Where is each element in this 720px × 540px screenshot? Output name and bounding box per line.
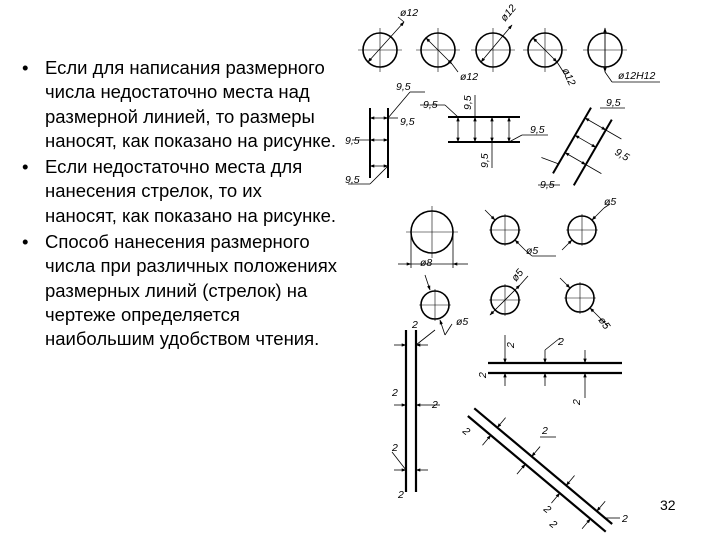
label-2-14: 2 (622, 513, 628, 525)
label-d5-3: ø5 (456, 316, 469, 328)
label-95-4: 9,5 (345, 174, 360, 186)
bullet-mark: • (22, 156, 29, 178)
circles-small (398, 204, 610, 335)
circle-d5-b (562, 204, 610, 250)
circle-d5-d (489, 276, 528, 316)
circle-d5-c (419, 275, 452, 335)
slide-text (18, 56, 338, 354)
label-2-7: 2 (477, 372, 489, 378)
label-2-6: 2 (505, 342, 517, 348)
label-95-1: 9,5 (396, 81, 411, 93)
bullet-item (18, 56, 338, 153)
label-2-4: 2 (432, 399, 438, 411)
dim-2-vertical (392, 330, 440, 492)
bullet-text: Способ нанесения размерного числа при различных положениях размерных линий (стрелок) на чертеже определяется наибольшим удобством чтения. (45, 231, 338, 350)
label-95-8: 9,5 (530, 124, 545, 136)
label-d12-h12: ø12H12 (618, 70, 656, 82)
circle-d12-2 (416, 28, 460, 72)
label-2-8: 2 (558, 336, 564, 348)
label-d12-4: ø12 (559, 66, 578, 88)
label-2-13: 2 (547, 518, 560, 532)
label-95-3: 9,5 (345, 135, 360, 147)
label-95-9: 9,5 (606, 97, 621, 109)
dim-2-inclined (459, 398, 620, 540)
label-2-10: 2 (460, 425, 473, 439)
bullet-mark: • (22, 57, 29, 78)
dims-95-row (348, 92, 627, 194)
bullet-text: Если для написания размерного числа недостаточно места над размерной линией, то размеры наносят, как показано на рисунке. (45, 57, 337, 151)
dims-2 (392, 330, 622, 540)
page-number: 32 (660, 497, 676, 513)
label-d8: ø8 (420, 257, 433, 269)
label-2-2: 2 (392, 387, 398, 399)
label-2-12: 2 (541, 503, 554, 517)
label-d5-5: ø5 (595, 314, 613, 332)
label-d5-1: ø5 (526, 245, 539, 257)
bullet-item (18, 155, 338, 228)
label-d12-1: ø12 (400, 7, 419, 19)
circle-d5-a (485, 210, 556, 256)
label-95-5: 9,5 (423, 99, 438, 111)
circle-d12-3 (471, 25, 515, 72)
label-95-7: 9,5 (479, 153, 491, 168)
label-2-5: 2 (398, 489, 404, 501)
label-d5-2: ø5 (604, 196, 617, 208)
circles-d12-row (358, 17, 660, 82)
label-95-11: 9,5 (540, 179, 555, 191)
dimensioning-figure (335, 0, 720, 540)
dimensioning-drawing (335, 0, 720, 540)
label-2-1: 2 (412, 319, 418, 331)
bullet-item (18, 230, 338, 351)
label-95-2: 9,5 (400, 116, 415, 128)
bullet-list (18, 56, 338, 352)
label-95-10: 9,5 (612, 146, 632, 164)
bullet-text: Если недостаточно места для нанесения стрелок, то их наносят, как показано на рисунке. (45, 156, 337, 226)
label-2-3: 2 (392, 442, 398, 454)
circle-d12-1 (358, 17, 404, 72)
label-d12-3: ø12 (498, 2, 519, 24)
bullet-mark: • (22, 231, 29, 253)
label-2-11: 2 (542, 425, 548, 437)
label-d12-2: ø12 (460, 71, 479, 83)
label-2-9: 2 (571, 399, 583, 405)
circle-d12-4 (523, 28, 567, 76)
label-95-6: 9,5 (462, 95, 474, 110)
label-d5-4: ø5 (509, 266, 527, 284)
circle-d8 (398, 206, 468, 268)
